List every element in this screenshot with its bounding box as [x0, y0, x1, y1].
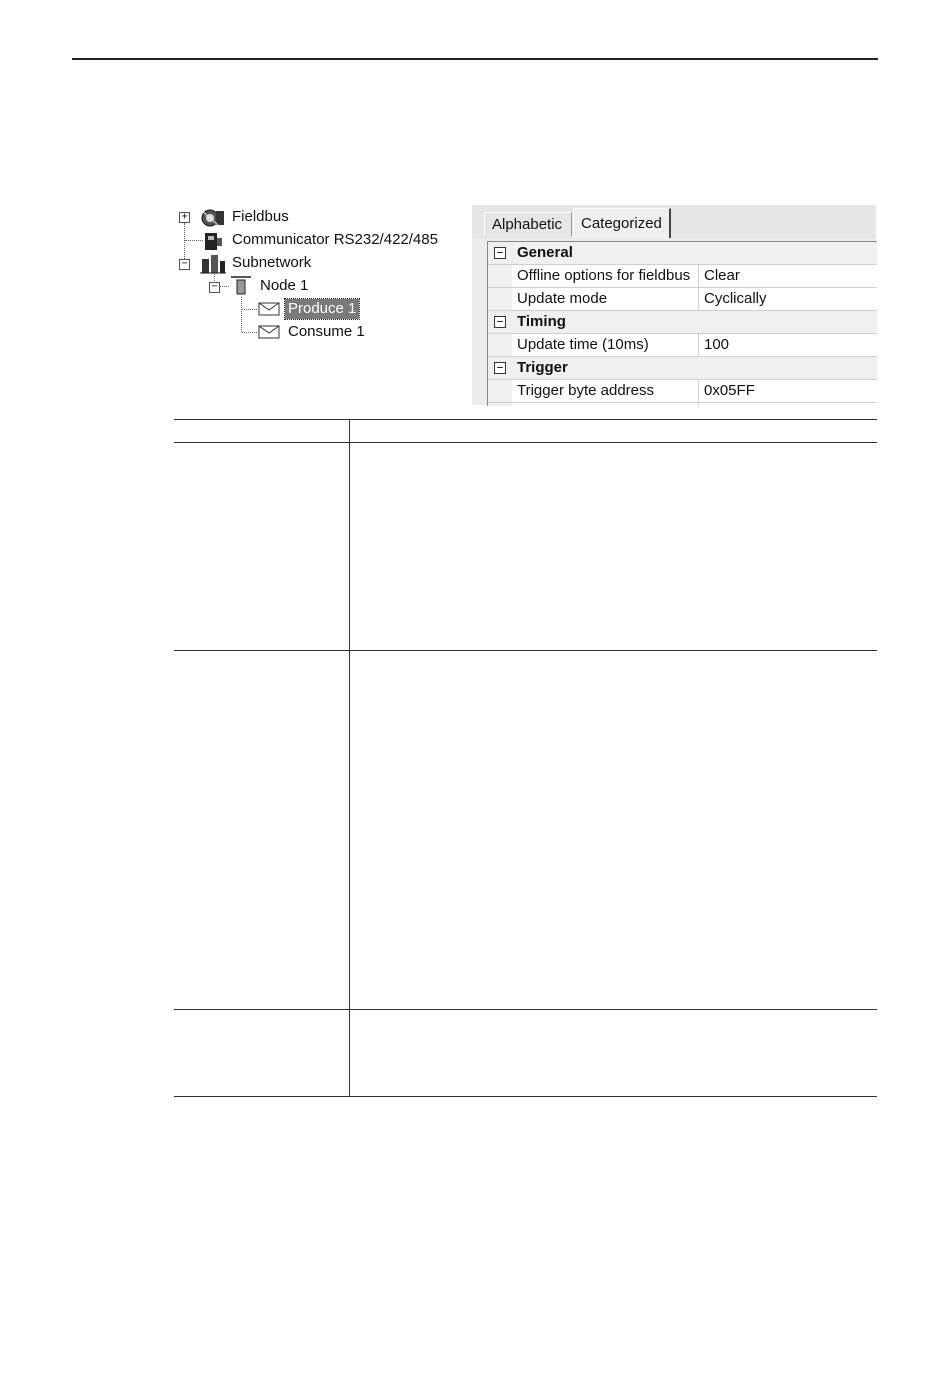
collapse-icon[interactable]: −	[494, 247, 506, 259]
collapse-icon[interactable]: −	[494, 362, 506, 374]
category-label: Timing	[517, 313, 566, 330]
tree-item-label: Consume 1	[288, 323, 365, 340]
tree-item-label: Node 1	[260, 277, 309, 294]
tree-item-subnetwork[interactable]	[175, 253, 465, 273]
table-rule	[174, 1009, 877, 1010]
category-timing[interactable]	[488, 311, 877, 334]
collapse-icon[interactable]: −	[494, 316, 506, 328]
property-name: Update time (10ms)	[517, 336, 649, 353]
table-rule	[174, 419, 877, 420]
page-top-rule	[72, 58, 878, 60]
envelope-icon	[258, 324, 280, 346]
table-column-divider	[349, 419, 350, 1096]
tree-item-label: Fieldbus	[232, 208, 289, 225]
tree-item-consume-1[interactable]	[175, 322, 465, 342]
tab-alphabetic[interactable]: Alphabetic	[484, 212, 572, 236]
property-tabs	[472, 205, 876, 238]
tree-item-fieldbus[interactable]	[175, 207, 465, 227]
subnetwork-tree[interactable]	[175, 205, 465, 355]
category-label: General	[517, 244, 573, 261]
collapse-icon[interactable]: −	[209, 282, 220, 293]
table-rule	[174, 1096, 877, 1097]
envelope-icon	[258, 301, 280, 323]
property-panel	[472, 205, 876, 405]
category-general[interactable]	[488, 242, 877, 265]
property-row[interactable]	[488, 265, 877, 288]
tree-item-communicator[interactable]	[175, 230, 465, 250]
category-trigger[interactable]	[488, 357, 877, 380]
property-value[interactable]: Cyclically	[704, 290, 767, 307]
property-row[interactable]	[488, 288, 877, 311]
tab-categorized[interactable]: Categorized	[573, 208, 671, 238]
parameter-table	[174, 419, 877, 1098]
category-label: Trigger	[517, 359, 568, 376]
tree-item-node-1[interactable]	[175, 276, 465, 296]
property-value[interactable]: Clear	[704, 267, 740, 284]
property-value[interactable]: 0x05FF	[704, 382, 755, 399]
property-name: Offline options for fieldbus	[517, 267, 691, 284]
property-row[interactable]	[488, 334, 877, 357]
property-value[interactable]: 100	[704, 336, 730, 353]
tree-item-produce-1[interactable]	[175, 299, 465, 319]
property-grid	[487, 241, 877, 406]
expand-icon[interactable]: +	[179, 212, 190, 223]
tree-item-label: Communicator RS232/422/485	[232, 231, 438, 248]
tree-item-label: Produce 1	[285, 299, 359, 319]
property-row[interactable]	[488, 380, 877, 403]
table-rule	[174, 442, 877, 443]
property-name: Trigger byte address	[517, 382, 655, 399]
property-name: Update mode	[517, 290, 608, 307]
tree-item-label: Subnetwork	[232, 254, 312, 271]
collapse-icon[interactable]: −	[179, 259, 190, 270]
table-rule	[174, 650, 877, 651]
node-icon	[231, 274, 251, 302]
